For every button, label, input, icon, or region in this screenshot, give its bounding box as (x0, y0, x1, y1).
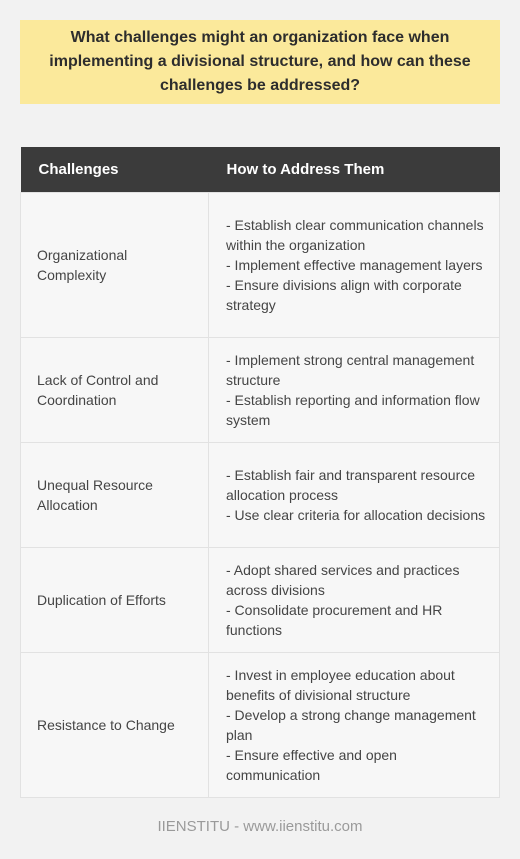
address-cell: - Implement strong central management structure - Establish reporting and information flow system (209, 338, 500, 443)
table-row (21, 338, 500, 443)
column-header-address: How to Address Them (209, 147, 500, 193)
challenge-cell: Organizational Complexity (21, 193, 209, 338)
page-title: What challenges might an organization face when implementing a divisional structure, and how can these challenges be addressed? (49, 29, 471, 94)
table-row (21, 193, 500, 338)
table-row (21, 653, 500, 798)
column-header-challenges: Challenges (21, 147, 209, 193)
table-row (21, 443, 500, 548)
address-cell: - Invest in employee education about benefits of divisional structure - Develop a strong change management plan - Ensure effective and open communication (209, 653, 500, 798)
address-cell: - Establish clear communication channels within the organization - Implement effective management layers - Ensure divisions align with corporate strategy (209, 193, 500, 338)
table-header-row (21, 147, 500, 193)
challenge-cell: Lack of Control and Coordination (21, 338, 209, 443)
challenge-cell: Duplication of Efforts (21, 548, 209, 653)
challenge-cell: Unequal Resource Allocation (21, 443, 209, 548)
challenge-cell: Resistance to Change (21, 653, 209, 798)
footer-credit: IIENSTITU - www.iienstitu.com (157, 818, 363, 835)
table-row (21, 548, 500, 653)
challenges-table (20, 147, 500, 798)
address-cell: - Adopt shared services and practices across divisions - Consolidate procurement and HR functions (209, 548, 500, 653)
address-cell: - Establish fair and transparent resource allocation process - Use clear criteria for allocation decisions (209, 443, 500, 548)
title-banner (20, 20, 500, 104)
